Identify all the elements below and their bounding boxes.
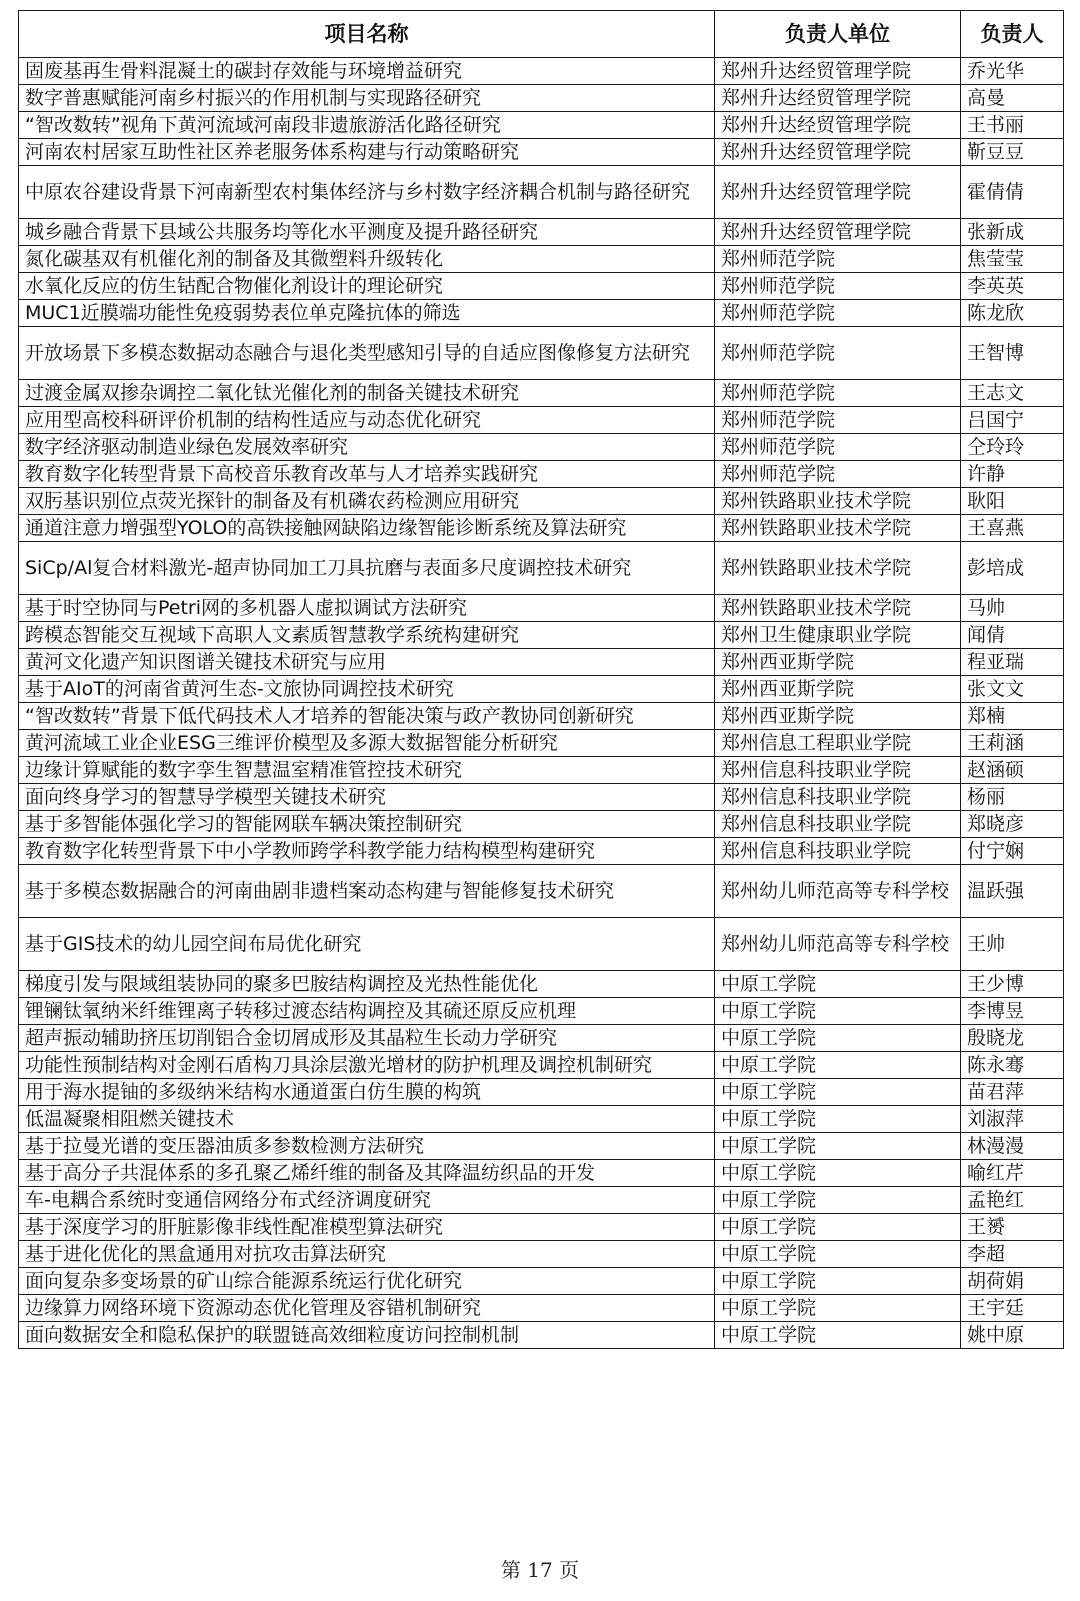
table-row (19, 166, 1064, 219)
cell-leader: 王少博 (961, 971, 1064, 998)
cell-leader: 王智博 (961, 327, 1064, 380)
cell-project-name: MUC1近膜端功能性免疫弱势表位单克隆抗体的筛选 (19, 300, 715, 327)
table-row (19, 1268, 1064, 1295)
cell-project-name: “智改数转”视角下黄河流域河南段非遗旅游活化路径研究 (19, 112, 715, 139)
cell-unit: 中原工学院 (715, 1106, 961, 1133)
cell-project-name: 开放场景下多模态数据动态融合与退化类型感知引导的自适应图像修复方法研究 (19, 327, 715, 380)
cell-unit: 郑州师范学院 (715, 327, 961, 380)
cell-project-name: 城乡融合背景下县域公共服务均等化水平测度及提升路径研究 (19, 219, 715, 246)
cell-unit: 中原工学院 (715, 1079, 961, 1106)
cell-leader: 高曼 (961, 85, 1064, 112)
cell-project-name: 基于高分子共混体系的多孔聚乙烯纤维的制备及其降温纺织品的开发 (19, 1160, 715, 1187)
cell-unit: 中原工学院 (715, 1322, 961, 1349)
table-row (19, 327, 1064, 380)
cell-unit: 郑州幼儿师范高等专科学校 (715, 865, 961, 918)
cell-leader: 林漫漫 (961, 1133, 1064, 1160)
cell-unit: 郑州信息科技职业学院 (715, 838, 961, 865)
table-row (19, 1214, 1064, 1241)
table-body (19, 58, 1064, 1349)
table-row (19, 757, 1064, 784)
cell-project-name: 跨模态智能交互视域下高职人文素质智慧教学系统构建研究 (19, 622, 715, 649)
cell-unit: 郑州铁路职业技术学院 (715, 595, 961, 622)
table-row (19, 811, 1064, 838)
cell-project-name: 河南农村居家互助性社区养老服务体系构建与行动策略研究 (19, 139, 715, 166)
cell-unit: 郑州铁路职业技术学院 (715, 542, 961, 595)
cell-leader: 孟艳红 (961, 1187, 1064, 1214)
cell-leader: 杨丽 (961, 784, 1064, 811)
table-row (19, 622, 1064, 649)
cell-leader: 付宁娴 (961, 838, 1064, 865)
cell-unit: 郑州信息科技职业学院 (715, 784, 961, 811)
cell-leader: 温跃强 (961, 865, 1064, 918)
table-row (19, 1322, 1064, 1349)
cell-leader: 赵涵硕 (961, 757, 1064, 784)
cell-unit: 中原工学院 (715, 1295, 961, 1322)
cell-leader: 霍倩倩 (961, 166, 1064, 219)
cell-leader: 苗君萍 (961, 1079, 1064, 1106)
cell-leader: 王帅 (961, 918, 1064, 971)
cell-leader: 郑晓彦 (961, 811, 1064, 838)
table-row (19, 542, 1064, 595)
cell-project-name: 过渡金属双掺杂调控二氧化钛光催化剂的制备关键技术研究 (19, 380, 715, 407)
cell-project-name: “智改数转”背景下低代码技术人才培养的智能决策与政产教协同创新研究 (19, 703, 715, 730)
table-row (19, 998, 1064, 1025)
cell-project-name: 梯度引发与限域组装协同的聚多巴胺结构调控及光热性能优化 (19, 971, 715, 998)
cell-leader: 刘淑萍 (961, 1106, 1064, 1133)
project-table (18, 10, 1064, 1349)
header-unit: 负责人单位 (715, 11, 961, 58)
cell-leader: 乔光华 (961, 58, 1064, 85)
cell-unit: 郑州铁路职业技术学院 (715, 488, 961, 515)
cell-project-name: 低温凝聚相阻燃关键技术 (19, 1106, 715, 1133)
cell-project-name: 面向复杂多变场景的矿山综合能源系统运行优化研究 (19, 1268, 715, 1295)
cell-leader: 王赟 (961, 1214, 1064, 1241)
table-row (19, 461, 1064, 488)
cell-project-name: 面向数据安全和隐私保护的联盟链高效细粒度访问控制机制 (19, 1322, 715, 1349)
header-leader: 负责人 (961, 11, 1064, 58)
cell-unit: 中原工学院 (715, 1133, 961, 1160)
table-row (19, 58, 1064, 85)
cell-unit: 郑州西亚斯学院 (715, 676, 961, 703)
cell-project-name: 用于海水提铀的多级纳米结构水通道蛋白仿生膜的构筑 (19, 1079, 715, 1106)
cell-leader: 程亚瑞 (961, 649, 1064, 676)
cell-project-name: SiCp/Al复合材料激光-超声协同加工刀具抗磨与表面多尺度调控技术研究 (19, 542, 715, 595)
cell-project-name: 基于时空协同与Petri网的多机器人虚拟调试方法研究 (19, 595, 715, 622)
cell-leader: 陈龙欣 (961, 300, 1064, 327)
cell-unit: 郑州师范学院 (715, 300, 961, 327)
table-row (19, 1079, 1064, 1106)
header-project-name: 项目名称 (19, 11, 715, 58)
cell-project-name: 教育数字化转型背景下中小学教师跨学科教学能力结构模型构建研究 (19, 838, 715, 865)
table-row (19, 1133, 1064, 1160)
cell-unit: 中原工学院 (715, 1241, 961, 1268)
cell-unit: 中原工学院 (715, 1268, 961, 1295)
cell-project-name: 氮化碳基双有机催化剂的制备及其微塑料升级转化 (19, 246, 715, 273)
table-row (19, 1187, 1064, 1214)
table-header-row (19, 11, 1064, 58)
cell-unit: 郑州升达经贸管理学院 (715, 85, 961, 112)
cell-leader: 靳豆豆 (961, 139, 1064, 166)
cell-unit: 郑州升达经贸管理学院 (715, 219, 961, 246)
cell-project-name: 双肟基识别位点荧光探针的制备及有机磷农药检测应用研究 (19, 488, 715, 515)
table-row (19, 865, 1064, 918)
cell-leader: 李博昱 (961, 998, 1064, 1025)
cell-leader: 马帅 (961, 595, 1064, 622)
cell-project-name: 固废基再生骨料混凝土的碳封存效能与环境增益研究 (19, 58, 715, 85)
cell-unit: 郑州升达经贸管理学院 (715, 112, 961, 139)
table-row (19, 730, 1064, 757)
cell-project-name: 基于进化优化的黑盒通用对抗攻击算法研究 (19, 1241, 715, 1268)
cell-unit: 郑州师范学院 (715, 246, 961, 273)
table-row (19, 918, 1064, 971)
cell-leader: 李超 (961, 1241, 1064, 1268)
cell-unit: 郑州信息科技职业学院 (715, 757, 961, 784)
cell-unit: 郑州师范学院 (715, 434, 961, 461)
table-row (19, 784, 1064, 811)
cell-leader: 姚中原 (961, 1322, 1064, 1349)
cell-project-name: 数字经济驱动制造业绿色发展效率研究 (19, 434, 715, 461)
cell-project-name: 边缘计算赋能的数字孪生智慧温室精准管控技术研究 (19, 757, 715, 784)
cell-unit: 郑州铁路职业技术学院 (715, 515, 961, 542)
table-row (19, 1106, 1064, 1133)
cell-unit: 中原工学院 (715, 1052, 961, 1079)
cell-leader: 张文文 (961, 676, 1064, 703)
cell-unit: 郑州信息科技职业学院 (715, 811, 961, 838)
cell-leader: 王宇廷 (961, 1295, 1064, 1322)
cell-leader: 王书丽 (961, 112, 1064, 139)
cell-project-name: 基于AIoT的河南省黄河生态-文旅协同调控技术研究 (19, 676, 715, 703)
table-row (19, 380, 1064, 407)
cell-leader: 喻红芹 (961, 1160, 1064, 1187)
table-row (19, 139, 1064, 166)
cell-project-name: 基于拉曼光谱的变压器油质多参数检测方法研究 (19, 1133, 715, 1160)
table-row (19, 273, 1064, 300)
cell-project-name: 边缘算力网络环境下资源动态优化管理及容错机制研究 (19, 1295, 715, 1322)
cell-unit: 中原工学院 (715, 1025, 961, 1052)
cell-unit: 中原工学院 (715, 998, 961, 1025)
cell-leader: 吕国宁 (961, 407, 1064, 434)
cell-leader: 郑楠 (961, 703, 1064, 730)
cell-leader: 殷晓龙 (961, 1025, 1064, 1052)
cell-project-name: 基于深度学习的肝脏影像非线性配准模型算法研究 (19, 1214, 715, 1241)
table-row (19, 1241, 1064, 1268)
cell-leader: 胡荷娟 (961, 1268, 1064, 1295)
cell-unit: 郑州西亚斯学院 (715, 703, 961, 730)
cell-unit: 郑州师范学院 (715, 380, 961, 407)
cell-leader: 许静 (961, 461, 1064, 488)
table-row (19, 1025, 1064, 1052)
table-row (19, 85, 1064, 112)
cell-unit: 郑州师范学院 (715, 273, 961, 300)
cell-unit: 郑州信息工程职业学院 (715, 730, 961, 757)
cell-project-name: 车-电耦合系统时变通信网络分布式经济调度研究 (19, 1187, 715, 1214)
table-row (19, 595, 1064, 622)
cell-unit: 郑州卫生健康职业学院 (715, 622, 961, 649)
table-row (19, 300, 1064, 327)
cell-leader: 王志文 (961, 380, 1064, 407)
cell-project-name: 功能性预制结构对金刚石盾构刀具涂层激光增材的防护机理及调控机制研究 (19, 1052, 715, 1079)
table-row (19, 219, 1064, 246)
cell-project-name: 数字普惠赋能河南乡村振兴的作用机制与实现路径研究 (19, 85, 715, 112)
cell-unit: 中原工学院 (715, 1214, 961, 1241)
cell-project-name: 应用型高校科研评价机制的结构性适应与动态优化研究 (19, 407, 715, 434)
cell-unit: 郑州师范学院 (715, 407, 961, 434)
cell-leader: 李英英 (961, 273, 1064, 300)
cell-project-name: 黄河文化遗产知识图谱关键技术研究与应用 (19, 649, 715, 676)
cell-project-name: 基于GIS技术的幼儿园空间布局优化研究 (19, 918, 715, 971)
table-row (19, 515, 1064, 542)
table-row (19, 434, 1064, 461)
cell-leader: 彭培成 (961, 542, 1064, 595)
cell-unit: 郑州升达经贸管理学院 (715, 139, 961, 166)
cell-project-name: 面向终身学习的智慧导学模型关键技术研究 (19, 784, 715, 811)
cell-leader: 焦莹莹 (961, 246, 1064, 273)
cell-leader: 耿阳 (961, 488, 1064, 515)
table-row (19, 1295, 1064, 1322)
table-row (19, 649, 1064, 676)
cell-leader: 仝玲玲 (961, 434, 1064, 461)
table-row (19, 112, 1064, 139)
cell-unit: 郑州师范学院 (715, 461, 961, 488)
table-row (19, 703, 1064, 730)
cell-unit: 中原工学院 (715, 971, 961, 998)
table-row (19, 407, 1064, 434)
cell-unit: 郑州升达经贸管理学院 (715, 166, 961, 219)
table-row (19, 1052, 1064, 1079)
cell-project-name: 锂镧钛氧纳米纤维锂离子转移过渡态结构调控及其硫还原反应机理 (19, 998, 715, 1025)
table-row (19, 838, 1064, 865)
cell-unit: 中原工学院 (715, 1187, 961, 1214)
page-number: 第 17 页 (500, 1558, 580, 1582)
cell-unit: 郑州幼儿师范高等专科学校 (715, 918, 961, 971)
cell-project-name: 基于多模态数据融合的河南曲剧非遗档案动态构建与智能修复技术研究 (19, 865, 715, 918)
cell-project-name: 基于多智能体强化学习的智能网联车辆决策控制研究 (19, 811, 715, 838)
cell-project-name: 水氧化反应的仿生钴配合物催化剂设计的理论研究 (19, 273, 715, 300)
cell-project-name: 中原农谷建设背景下河南新型农村集体经济与乡村数字经济耦合机制与路径研究 (19, 166, 715, 219)
table-row (19, 488, 1064, 515)
table-row (19, 246, 1064, 273)
cell-unit: 郑州西亚斯学院 (715, 649, 961, 676)
cell-leader: 王喜燕 (961, 515, 1064, 542)
cell-leader: 张新成 (961, 219, 1064, 246)
cell-leader: 闻倩 (961, 622, 1064, 649)
cell-project-name: 教育数字化转型背景下高校音乐教育改革与人才培养实践研究 (19, 461, 715, 488)
cell-project-name: 黄河流域工业企业ESG三维评价模型及多源大数据智能分析研究 (19, 730, 715, 757)
table-row (19, 676, 1064, 703)
cell-leader: 王莉涵 (961, 730, 1064, 757)
cell-unit: 郑州升达经贸管理学院 (715, 58, 961, 85)
table-row (19, 1160, 1064, 1187)
cell-unit: 中原工学院 (715, 1160, 961, 1187)
table-row (19, 971, 1064, 998)
cell-project-name: 通道注意力增强型YOLO的高铁接触网缺陷边缘智能诊断系统及算法研究 (19, 515, 715, 542)
cell-project-name: 超声振动辅助挤压切削铝合金切屑成形及其晶粒生长动力学研究 (19, 1025, 715, 1052)
cell-leader: 陈永骞 (961, 1052, 1064, 1079)
